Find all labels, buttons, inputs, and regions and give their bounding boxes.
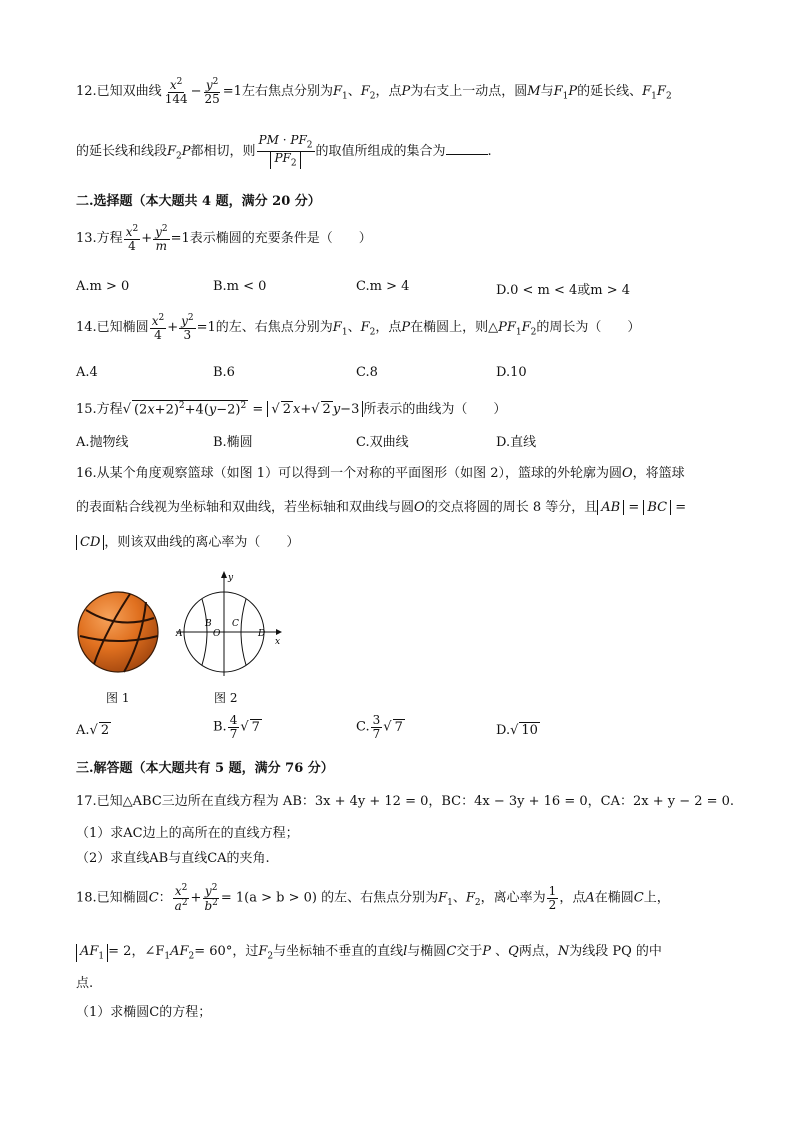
- q16-line3: CD ，则该双曲线的离心率为（ ）: [76, 531, 299, 550]
- basketball-figure: [76, 590, 160, 674]
- q15-stem: 15.方程√ $(2x+2)^2+4(y-2)^2$ = √ 2 x+√ 2 y−3 所表示的曲线为（ ）: [76, 400, 507, 417]
- q18-prefix: 18.已知椭圆: [76, 890, 149, 906]
- q18-mid: = 1(a > b > 0) 的左、右焦点分别为: [220, 890, 439, 906]
- q18-line2-b: = 60°，过: [194, 944, 259, 959]
- q14-option-a[interactable]: A.4: [76, 365, 98, 380]
- q15-prefix: 15.方程: [76, 402, 123, 417]
- svg-text:x: x: [275, 637, 281, 647]
- q12-text-a: ，点: [375, 84, 402, 100]
- q12-line2-b: 都相切，则: [190, 143, 256, 159]
- q12-frac-x: $\frac{x^2}{144}$: [164, 77, 188, 106]
- q18-line2-a: = 2，∠F: [108, 944, 165, 959]
- q12-line2: 的延长线和线段$F_2P$都相切，则 $\frac{PM \cdot PF_2}{PF_2}$ 的取值所组成的集合为 .: [76, 133, 492, 169]
- hyperbola-figure: [172, 568, 284, 680]
- q14-option-c[interactable]: C.8: [356, 365, 378, 380]
- q14-frac-x: $\frac{x^2}{4}$: [151, 313, 165, 342]
- svg-text:O: O: [213, 629, 221, 639]
- q17-stem: 17.已知△ABC三边所在直线方程为 AB：3x + 4y + 12 = 0，BC：4x − 3y + 16 = 0，CA：2x + y − 2 = 0.: [76, 794, 735, 809]
- section-3-title: 三.解答题（本大题共有 5 题，满分 76 分）: [76, 761, 334, 776]
- q18-mid5: 上，: [643, 890, 670, 906]
- q14-frac-y: $\frac{y^2}{3}$: [181, 313, 194, 342]
- q16-option-a-label: A.: [76, 723, 90, 738]
- q18-line2-f: 两点，: [518, 944, 558, 959]
- q18-frac-x: $\frac{x^2}{a^2}$: [174, 883, 188, 913]
- q17-part1: （1）求AC边上的高所在的直线方程；: [76, 826, 299, 841]
- q13-option-b[interactable]: B.m < 0: [213, 279, 267, 294]
- q14-suffix-c: 在椭圆上，则△: [410, 320, 499, 336]
- q13-stem: 13.方程 $\frac{x^2}{4}$ + $\frac{y^2}{m}$ =1表示椭圆的充要条件是（ ）: [76, 224, 372, 253]
- q14-option-d[interactable]: D.10: [496, 365, 527, 380]
- q12-frac-y: $\frac{y^2}{25}$: [204, 77, 220, 106]
- q16-option-b[interactable]: B. $\frac{4}{7}$ √ 7: [213, 713, 260, 741]
- svg-text:C: C: [232, 619, 239, 629]
- figure-2-caption: 图 2: [214, 691, 238, 705]
- q18-part1: （1）求椭圆C的方程；: [76, 1005, 212, 1020]
- q12-line2-a: 的延长线和线段: [76, 143, 168, 159]
- q18-line2-e: 交于: [456, 944, 483, 959]
- q13-frac-y: $\frac{y^2}{m}$: [155, 224, 168, 253]
- q15-option-a[interactable]: A.抛物线: [76, 435, 129, 450]
- q14-suffix-d: 的周长为（ ）: [536, 320, 641, 336]
- svg-text:D: D: [258, 629, 266, 639]
- q18-mid3: ，点: [559, 890, 586, 906]
- q12-line2-end: .: [487, 143, 492, 159]
- q12-line2-c: 的取值所组成的集合为: [315, 143, 446, 159]
- q16-option-d-label: D.: [496, 723, 511, 738]
- q16-option-b-label: B.: [213, 719, 227, 735]
- answer-blank[interactable]: [446, 142, 488, 155]
- q13-prefix: 13.方程: [76, 231, 123, 247]
- q16-option-c-label: C.: [356, 719, 370, 735]
- q13-suffix: =1表示椭圆的充要条件是（ ）: [170, 231, 372, 247]
- q18-mid4: 在椭圆: [594, 890, 634, 906]
- svg-text:A: A: [176, 629, 183, 639]
- q16-option-d[interactable]: D.√ 10: [496, 723, 538, 738]
- q16-line2: 的表面粘合线视为坐标轴和双曲线，若坐标轴和双曲线与圆O的交点将圆的周长 8 等分，且 AB = BC =: [76, 500, 687, 515]
- q18-line1: 18.已知椭圆C： $\frac{x^2}{a^2}$ + $\frac{y^2}{b^2}$ = 1(a > b > 0) 的左、右焦点分别为$F_1$、$F_2$，离心率为 $\frac{1}{2}$ ，点A在椭圆C上，: [76, 883, 670, 913]
- q16-line1: 16.从某个角度观察篮球（如图 1）可以得到一个对称的平面图形（如图 2），篮球的外轮廓为圆O，将篮球: [76, 466, 685, 481]
- q18-mid2: ，离心率为: [480, 890, 546, 906]
- q15-option-d[interactable]: D.直线: [496, 435, 537, 450]
- q14-suffix-b: ，点: [375, 320, 402, 336]
- q17-part2: （2）求直线AB与直线CA的夹角.: [76, 851, 270, 866]
- q15-sqrt: $(2x+2)^2+4(y-2)^2$: [133, 400, 247, 417]
- q15-option-c[interactable]: C.双曲线: [356, 435, 409, 450]
- q16-option-c[interactable]: C. $\frac{3}{7}$ √ 7: [356, 713, 403, 741]
- q13-option-d[interactable]: D.0 < m < 4或m > 4: [496, 283, 631, 298]
- q16-line1-end: ，将篮球: [632, 466, 685, 481]
- q14-option-b[interactable]: B.6: [213, 365, 235, 380]
- q12-text-c: 与: [540, 84, 554, 100]
- q18-line2-c: 与坐标轴不垂直的直线: [273, 944, 404, 959]
- svg-text:B: B: [205, 619, 212, 629]
- svg-text:y: y: [228, 573, 234, 583]
- q15-abs: √ 2 x+√ 2 y−3: [267, 401, 363, 417]
- q18-line2-g: 为线段 PQ 的中: [569, 944, 662, 959]
- q12-text-b: 为右支上一动点，圆: [410, 84, 528, 100]
- q18-frac-y: $\frac{y^2}{b^2}$: [204, 883, 218, 913]
- q12-eq-mid: =1左右焦点分别为: [222, 84, 333, 100]
- q18-line3: 点.: [76, 976, 94, 991]
- q16-line2-text: 的表面粘合线视为坐标轴和双曲线，若坐标轴和双曲线与圆: [76, 500, 415, 515]
- q13-option-c[interactable]: C.m > 4: [356, 279, 410, 294]
- q12-line1: 12.已知双曲线 $\frac{x^2}{144}$ − $\frac{y^2}{25}$ =1左右焦点分别为$F_1$、$F_2$，点P为右支上一动点，圆M与$F_1P$的延长线、$F_1F_2$: [76, 77, 672, 106]
- q18-line2: $AF_1 = 2$，$\angle F_1AF_2= 60^\circ$，过$F_2$与坐标轴不垂直的直线l与椭圆C交于P 、Q两点，N为线段 PQ 的中: [76, 940, 662, 962]
- q15-suffix: 所表示的曲线为（ ）: [363, 402, 507, 417]
- q12-text-d: 的延长线、: [577, 84, 643, 100]
- q13-frac-x: $\frac{x^2}{4}$: [125, 224, 139, 253]
- q18-ecc-frac: $\frac{1}{2}$: [548, 884, 557, 912]
- q13-option-a[interactable]: A.m > 0: [76, 279, 130, 294]
- q14-prefix: 14.已知椭圆: [76, 320, 149, 336]
- q14-suffix-a: =1的左、右焦点分别为: [196, 320, 333, 336]
- q18-line2-d: 与椭圆: [407, 944, 447, 959]
- q12-prefix: 12.已知双曲线: [76, 84, 162, 100]
- q16-line2-b: 的交点将圆的周长 8 等分，且: [424, 500, 598, 515]
- q16-line1-text: 16.从某个角度观察篮球（如图 1）可以得到一个对称的平面图形（如图 2），篮球的外轮廓为圆: [76, 466, 622, 481]
- q16-option-a[interactable]: A.√ 2: [76, 723, 110, 738]
- section-2-title: 二.选择题（本大题共 4 题，满分 20 分）: [76, 194, 321, 209]
- q12-ratio-frac: $\frac{PM \cdot PF_2}{PF_2}$: [258, 133, 313, 169]
- figure-1-caption: 图 1: [106, 691, 130, 705]
- q14-stem: 14.已知椭圆 $\frac{x^2}{4}$ + $\frac{y^2}{3}$ =1的左、右焦点分别为$F_1$、$F_2$，点P在椭圆上，则$\triangle PF_1F_2$的周长为（ ）: [76, 313, 641, 342]
- q16-line3-text: ，则该双曲线的离心率为（ ）: [104, 535, 300, 550]
- q15-option-b[interactable]: B.椭圆: [213, 435, 253, 450]
